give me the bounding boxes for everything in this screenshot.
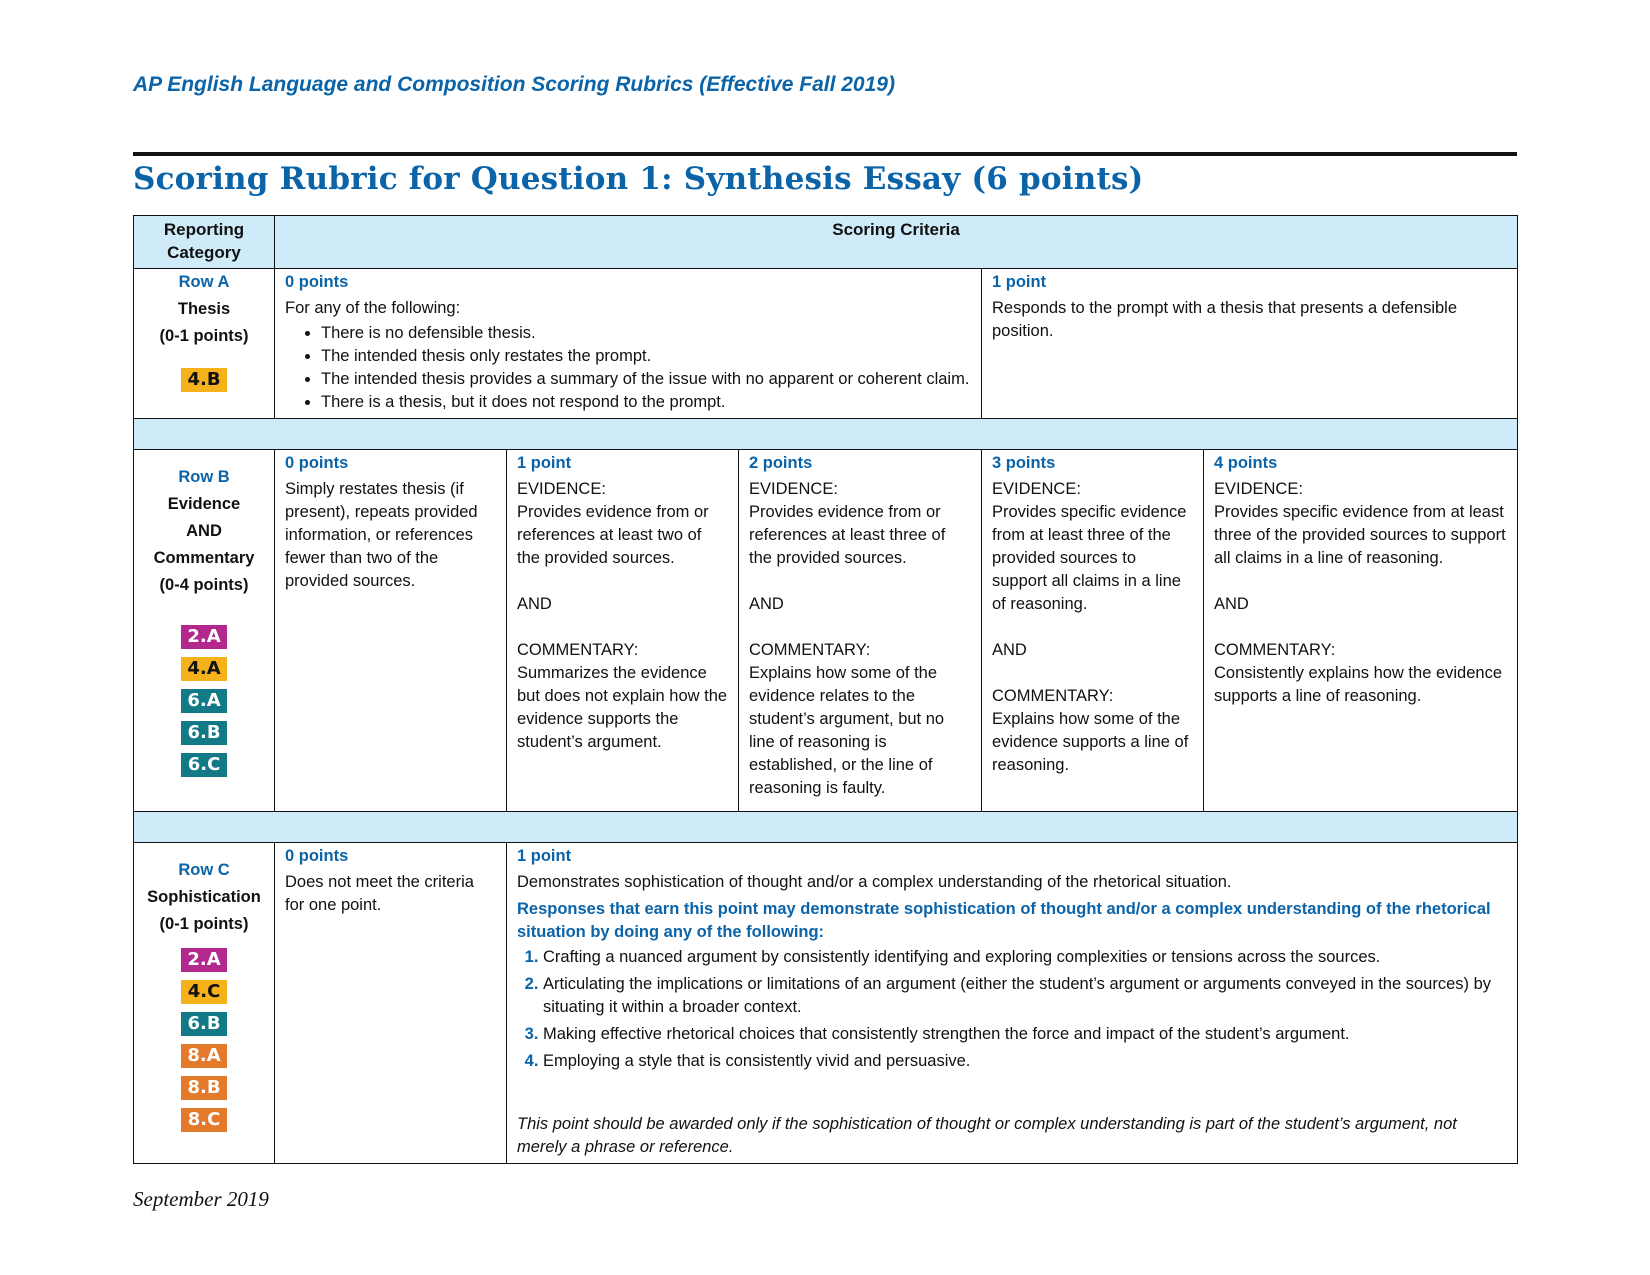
row-b bbox=[134, 450, 1518, 812]
commentary-text: Explains how some of the evidence supports a line of reasoning. bbox=[992, 710, 1189, 774]
row-b-name-and: AND bbox=[186, 522, 222, 540]
list-item: • The intended thesis only restates the prompt. bbox=[321, 345, 971, 368]
and-label: AND bbox=[517, 595, 552, 613]
evidence-label: EVIDENCE: bbox=[992, 480, 1081, 498]
commentary-text: Consistently explains how the evidence supports a line of reasoning. bbox=[1214, 664, 1503, 705]
row-b-category bbox=[134, 450, 275, 812]
criteria-text: Does not meet the criteria for one point. bbox=[285, 873, 474, 914]
row-a-name: Thesis bbox=[177, 300, 231, 318]
row-b-3-points-cell bbox=[982, 450, 1204, 812]
row-separator bbox=[134, 419, 1518, 450]
list-item: 3. Making effective rhetorical choices that consistently strengthen the force and impact of the student’s argument. bbox=[543, 1023, 1507, 1046]
list-item: 4. Employing a style that is consistently vivid and persuasive. bbox=[543, 1050, 1507, 1073]
header-scoring-criteria: Scoring Criteria bbox=[275, 216, 1518, 269]
row-b-label: Row B bbox=[178, 468, 230, 486]
skill-badge: 4.C bbox=[181, 980, 227, 1004]
header-reporting-category: Reporting Category bbox=[134, 216, 275, 269]
commentary-text: Summarizes the evidence but does not explain how the evidence supports the student’s argument. bbox=[517, 664, 728, 751]
row-a-0-points-cell bbox=[275, 269, 982, 419]
row-c-0-points-cell bbox=[275, 843, 507, 1164]
skill-badge: 8.C bbox=[181, 1108, 227, 1132]
commentary-label: COMMENTARY: bbox=[517, 641, 639, 659]
row-a-category bbox=[134, 269, 275, 419]
points-label: 4 points bbox=[1214, 454, 1278, 472]
row-c-category bbox=[134, 843, 275, 1164]
points-label: 1 point bbox=[992, 273, 1047, 291]
skill-badge: 6.B bbox=[181, 1012, 227, 1036]
points-label: 1 point bbox=[517, 454, 572, 472]
scoring-rubric-table bbox=[133, 215, 1518, 1164]
row-a-label: Row A bbox=[178, 273, 230, 291]
list-item: • The intended thesis provides a summary of the issue with no apparent or coherent claim. bbox=[321, 368, 971, 391]
evidence-label: EVIDENCE: bbox=[1214, 480, 1303, 498]
row-b-0-points-cell bbox=[275, 450, 507, 812]
evidence-label: EVIDENCE: bbox=[517, 480, 606, 498]
criteria-note: This point should be awarded only if the sophistication of thought or complex understanding is part of the student’s argument, not merely a phrase or reference. bbox=[517, 1115, 1457, 1156]
and-label: AND bbox=[992, 641, 1027, 659]
skill-badge: 6.A bbox=[181, 689, 227, 713]
row-a-range: (0-1 points) bbox=[159, 327, 249, 345]
list-item: 2. Articulating the implications or limitations of an argument (either the student’s argument or arguments conveyed in the sources) by situating it within a broader context. bbox=[543, 973, 1507, 1019]
row-a bbox=[134, 269, 1518, 419]
row-c bbox=[134, 843, 1518, 1164]
row-b-4-points-cell bbox=[1204, 450, 1518, 812]
row-b-range: (0-4 points) bbox=[159, 576, 249, 594]
evidence-text: Provides evidence from or references at least three of the provided sources. bbox=[749, 503, 946, 567]
row-c-label: Row C bbox=[178, 861, 230, 879]
row-separator bbox=[134, 812, 1518, 843]
skill-badge: 8.B bbox=[181, 1076, 227, 1100]
criteria-numbered-list bbox=[517, 946, 1507, 1073]
row-b-name-evidence: Evidence bbox=[167, 495, 241, 513]
row-a-skill-badges bbox=[144, 368, 264, 392]
evidence-text: Provides evidence from or references at least two of the provided sources. bbox=[517, 503, 709, 567]
points-label: 2 points bbox=[749, 454, 813, 472]
row-c-skill-badges bbox=[144, 948, 264, 1132]
commentary-label: COMMENTARY: bbox=[1214, 641, 1336, 659]
points-label: 0 points bbox=[285, 273, 349, 291]
row-a-1-point-cell bbox=[982, 269, 1518, 419]
page-footer-date: September 2019 bbox=[133, 1187, 269, 1211]
list-item: 1. Crafting a nuanced argument by consistently identifying and exploring complexities or tensions across the sources. bbox=[543, 946, 1507, 969]
points-label: 1 point bbox=[517, 847, 572, 865]
criteria-text: Simply restates thesis (if present), repeats provided information, or references fewer than two of the provided sources. bbox=[285, 480, 478, 590]
criteria-text: Responds to the prompt with a thesis that presents a defensible position. bbox=[992, 299, 1458, 340]
row-b-2-points-cell bbox=[739, 450, 982, 812]
skill-badge: 2.A bbox=[181, 948, 227, 972]
row-c-name: Sophistication bbox=[147, 888, 261, 906]
document-header: AP English Language and Composition Scoring Rubrics (Effective Fall 2019) bbox=[133, 73, 895, 96]
page-title: Scoring Rubric for Question 1: Synthesis Essay (6 points) bbox=[133, 161, 1144, 197]
row-b-name-commentary: Commentary bbox=[153, 549, 255, 567]
row-c-1-point-cell bbox=[507, 843, 1518, 1164]
evidence-text: Provides specific evidence from at least three of the provided sources to support all claims in a line of reasoning. bbox=[1214, 503, 1506, 567]
list-item: • There is a thesis, but it does not respond to the prompt. bbox=[321, 391, 971, 414]
commentary-text: Explains how some of the evidence relates to the student’s argument, but no line of reasoning is established, or the line of reasoning is faulty. bbox=[749, 664, 945, 797]
and-label: AND bbox=[1214, 595, 1249, 613]
criteria-list bbox=[285, 322, 971, 414]
evidence-label: EVIDENCE: bbox=[749, 480, 838, 498]
points-label: 0 points bbox=[285, 847, 349, 865]
commentary-label: COMMENTARY: bbox=[749, 641, 871, 659]
criteria-text: Demonstrates sophistication of thought and/or a complex understanding of the rhetorical situation. bbox=[517, 873, 1232, 891]
header-rule bbox=[133, 152, 1517, 156]
row-b-skill-badges bbox=[144, 625, 264, 777]
points-label: 3 points bbox=[992, 454, 1056, 472]
skill-badge: 2.A bbox=[181, 625, 227, 649]
criteria-intro: For any of the following: bbox=[285, 299, 461, 317]
skill-badge: 4.A bbox=[181, 657, 227, 681]
skill-badge: 6.B bbox=[181, 721, 227, 745]
skill-badge: 4.B bbox=[181, 368, 227, 392]
points-label: 0 points bbox=[285, 454, 349, 472]
table-header-row bbox=[134, 216, 1518, 269]
skill-badge: 8.A bbox=[181, 1044, 227, 1068]
row-b-1-point-cell bbox=[507, 450, 739, 812]
evidence-text: Provides specific evidence from at least three of the provided sources to support all claims in a line of reasoning. bbox=[992, 503, 1187, 613]
skill-badge: 6.C bbox=[181, 753, 227, 777]
row-c-range: (0-1 points) bbox=[159, 915, 249, 933]
list-item: • There is no defensible thesis. bbox=[321, 322, 971, 345]
commentary-label: COMMENTARY: bbox=[992, 687, 1114, 705]
and-label: AND bbox=[749, 595, 784, 613]
criteria-lead: Responses that earn this point may demonstrate sophistication of thought and/or a complex understanding of the rhetorical situation by doing any of the following: bbox=[517, 900, 1491, 941]
